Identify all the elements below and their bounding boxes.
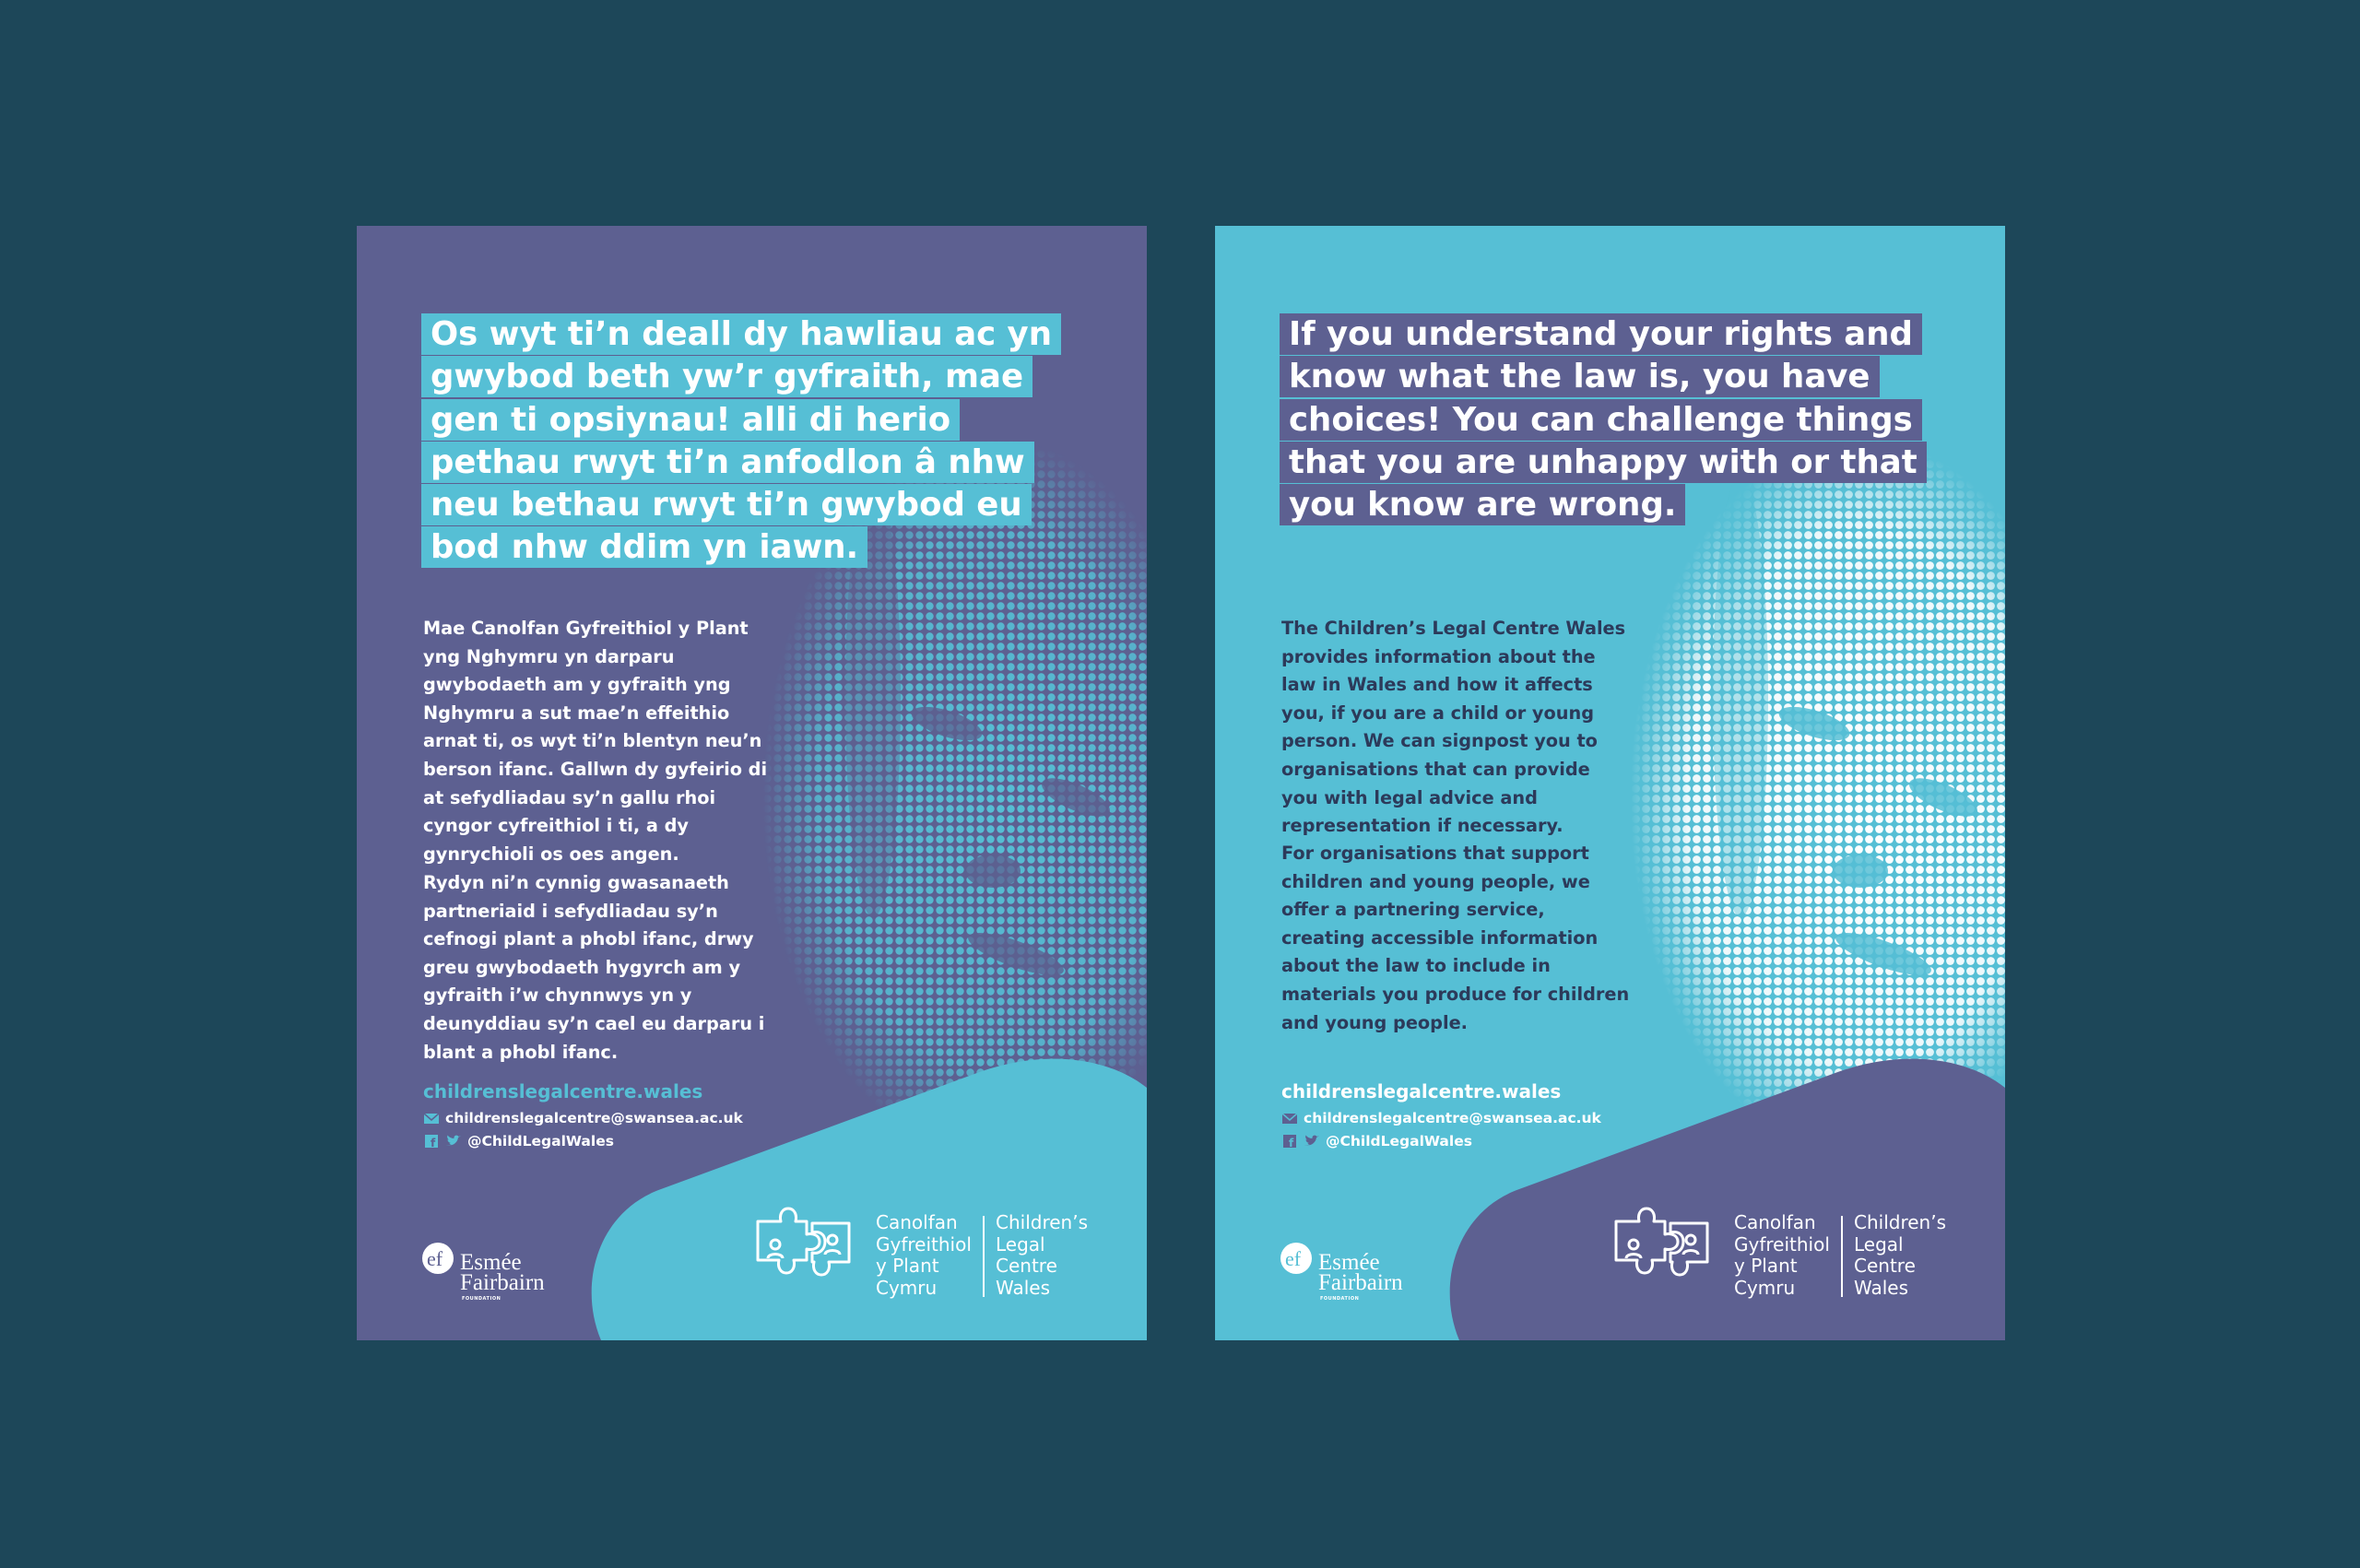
twitter-icon[interactable]: [445, 1134, 462, 1149]
logo-divider: [1841, 1216, 1843, 1297]
email-icon: [1281, 1111, 1298, 1126]
puzzle-icon: [1611, 1203, 1713, 1288]
bottom-wave-shape: [1215, 226, 2005, 1340]
poster-welsh: [357, 226, 1147, 1340]
puzzle-icon: [753, 1203, 855, 1288]
svg-text:f: f: [431, 1136, 436, 1149]
email-row[interactable]: [423, 1106, 743, 1129]
svg-text:f: f: [1289, 1136, 1294, 1149]
clcw-welsh-name: Canolfan Gyfreithiol y Plant Cymru: [876, 1211, 972, 1299]
contact-block: [1281, 1080, 1601, 1152]
social-row[interactable]: [1281, 1129, 1601, 1152]
body-paragraph-2: Rydyn ni’n cynnig gwasanaeth partneriaid i sefydliadau sy’n cefnogi plant a phobl ifanc, drwy greu gwybodaeth hygyrch am y gyfraith i’w chynnwys yn y deunyddiau sy’n cael eu darparu i blant a phobl ifanc.: [423, 872, 765, 1063]
esmee-name: Esmée Fairbairn: [1318, 1250, 1403, 1295]
social-row[interactable]: [423, 1129, 743, 1152]
esmee-monogram: ef: [427, 1247, 443, 1270]
clcw-logo: [753, 1203, 1122, 1314]
esmee-foundation: FOUNDATION: [462, 1296, 502, 1302]
facebook-icon[interactable]: [1281, 1134, 1298, 1149]
esmee-monogram: ef: [1285, 1247, 1302, 1270]
twitter-icon[interactable]: [1304, 1134, 1320, 1149]
website-link[interactable]: childrenslegalcentre.wales: [1281, 1080, 1562, 1102]
clcw-logo: [1611, 1203, 1980, 1314]
email-address: childrenslegalcentre@swansea.ac.uk: [1304, 1109, 1601, 1126]
clcw-welsh-name: Canolfan Gyfreithiol y Plant Cymru: [1734, 1211, 1830, 1299]
email-address: childrenslegalcentre@swansea.ac.uk: [445, 1109, 743, 1126]
esmee-name: Esmée Fairbairn: [460, 1250, 545, 1295]
headline: If you understand your rights and know what the law is, you have choices! You can challenge things that you are unhappy with or that you know are wrong.: [1280, 313, 1943, 526]
social-handle: @ChildLegalWales: [1326, 1132, 1472, 1149]
clcw-english-name: Children’s Legal Centre Wales: [1854, 1211, 1946, 1299]
esmee-fairbairn-logo: [1280, 1240, 1409, 1304]
facebook-icon[interactable]: [423, 1134, 440, 1149]
body-paragraph-2: For organisations that support children and young people, we offer a partnering service, creating accessible information about the law to include in materials you produce for children and young people.: [1281, 843, 1630, 1033]
esmee-monogram-icon: [1280, 1240, 1316, 1277]
headline: Os wyt ti’n deall dy hawliau ac yn gwybod beth yw’r gyfraith, mae gen ti opsiynau! alli di herio pethau rwyt ti’n anfodlon â nhw neu bethau rwyt ti’n gwybod eu bod nhw ddim yn iawn.: [421, 313, 1085, 570]
email-icon: [423, 1111, 440, 1126]
email-row[interactable]: [1281, 1106, 1601, 1129]
body-paragraph-1: Mae Canolfan Gyfreithiol y Plant yng Nghymru yn darparu gwybodaeth am y gyfraith yng Nghymru a sut mae’n effeithio arnat ti, os wyt ti’n blentyn neu’n berson ifanc. Gallwn dy gyfeirio di at sefydliadau sy’n gallu rhoi cyngor cyfreithiol i ti, a dy gynrychioli os oes angen.: [423, 618, 768, 865]
esmee-monogram-icon: [421, 1240, 458, 1277]
contact-block: [423, 1080, 743, 1152]
esmee-foundation: FOUNDATION: [1320, 1296, 1360, 1302]
poster-english: [1215, 226, 2005, 1340]
website-link[interactable]: childrenslegalcentre.wales: [423, 1080, 703, 1102]
esmee-fairbairn-logo: [421, 1240, 550, 1304]
social-handle: @ChildLegalWales: [467, 1132, 614, 1149]
body-paragraph-1: The Children’s Legal Centre Wales provides information about the law in Wales and how it affects you, if you are a child or young person. We can signpost you to organisations that can provide you with legal advice and representation if necessary.: [1281, 618, 1626, 837]
clcw-english-name: Children’s Legal Centre Wales: [996, 1211, 1088, 1299]
logo-divider: [983, 1216, 985, 1297]
bottom-wave-shape: [357, 226, 1147, 1340]
